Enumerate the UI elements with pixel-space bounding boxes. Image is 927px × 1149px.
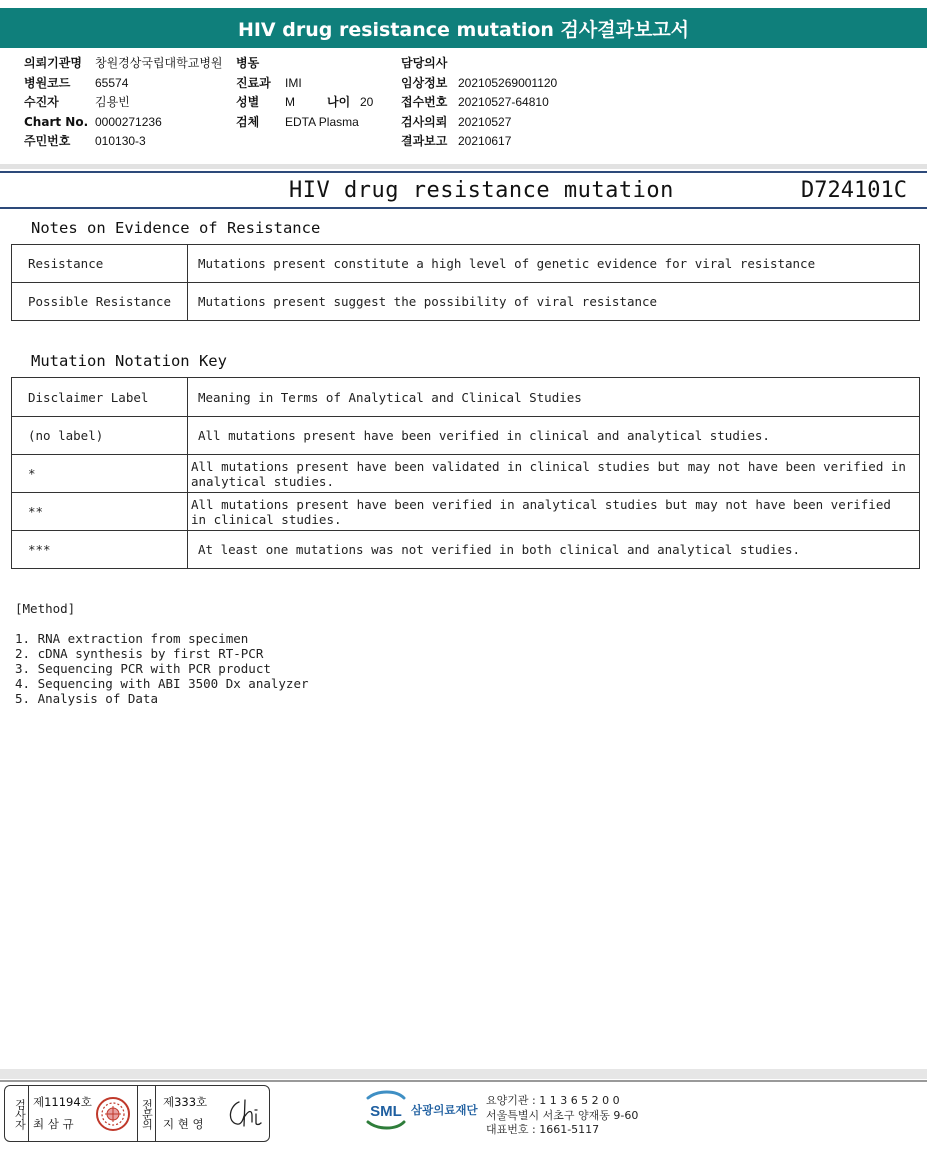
value-age: 20 (360, 95, 374, 109)
label-report-date: 결과보고 (401, 134, 448, 148)
divider (0, 207, 927, 209)
divider (0, 164, 927, 169)
method-step: 5. Analysis of Data (15, 691, 158, 706)
label-department: 진료과 (236, 75, 271, 90)
specialist-name: 지 현 영 (163, 1117, 204, 1131)
table-row (12, 531, 920, 569)
label-receipt-no: 접수번호 (401, 95, 448, 109)
method-heading: [Method] (15, 601, 76, 616)
examiner-label-vertical (11, 1086, 29, 1141)
label-clinical-info: 임상정보 (401, 75, 448, 90)
report-title: HIV drug resistance mutation 검사결과보고서 (237, 18, 690, 41)
patient-info-col3 (401, 54, 557, 152)
notes-desc: Mutations present constitute a high level of genetic evidence for viral resistance (188, 245, 920, 283)
org-code: 요양기관 : 1 1 3 6 5 2 0 0 (486, 1094, 620, 1107)
sml-logo-icon (364, 1090, 408, 1130)
key-label: * (12, 455, 188, 493)
label-hospital-code: 병원코드 (24, 75, 71, 90)
table-row (12, 245, 920, 283)
value-specimen: EDTA Plasma (285, 114, 359, 129)
patient-info-col2 (236, 54, 373, 132)
label-specimen: 검체 (236, 114, 260, 129)
key-label: *** (12, 531, 188, 569)
examiner-label: 검사자 (13, 1098, 27, 1129)
examiner-license: 제11194호 (33, 1095, 92, 1109)
resistance-notes-table (11, 244, 920, 321)
document-code: D724101C (801, 178, 907, 203)
value-patient: 김용빈 (95, 95, 130, 109)
label-age: 나이 (327, 95, 351, 109)
key-label: (no label) (12, 417, 188, 455)
specialist-label-vertical (137, 1086, 156, 1141)
sml-logo (364, 1090, 478, 1130)
patient-info-col1 (24, 54, 223, 152)
document-title: HIV drug resistance mutation (289, 178, 674, 203)
value-institution: 창원경상국립대학교병원 (95, 56, 223, 70)
method-step: 4. Sequencing with ABI 3500 Dx analyzer (15, 676, 309, 691)
notation-key-table (11, 377, 920, 569)
notes-heading: Notes on Evidence of Resistance (31, 219, 321, 237)
key-desc: All mutations present have been verified in clinical and analytical studies. (188, 417, 920, 455)
divider (0, 171, 927, 173)
label-sex: 성별 (236, 95, 260, 109)
method-section (15, 601, 309, 706)
specialist-license: 제333호 (163, 1095, 208, 1109)
value-clinical-info: 202105269001120 (458, 75, 558, 90)
divider (0, 1080, 927, 1082)
org-name: 삼광의료재단 (411, 1103, 478, 1117)
value-receipt-no: 20210527-64810 (458, 95, 549, 109)
label-resident-no: 주민번호 (24, 134, 71, 148)
sml-logo-text: SML (370, 1103, 402, 1120)
table-row (12, 378, 920, 417)
notes-term: Possible Resistance (12, 283, 188, 321)
method-step: 1. RNA extraction from specimen (15, 631, 249, 646)
key-desc: All mutations present have been verified in analytical studies but may not have been verified in clinical studies. (188, 493, 920, 531)
org-address-line: 서울특별시 서초구 양재동 9-60 (486, 1108, 639, 1122)
label-institution: 의뢰기관명 (24, 56, 82, 70)
signature-box (4, 1085, 270, 1142)
report-title-banner (0, 8, 927, 48)
table-row (12, 417, 920, 455)
key-heading: Mutation Notation Key (31, 352, 227, 370)
examiner-name: 최 삼 규 (33, 1117, 74, 1131)
value-department: IMI (285, 75, 302, 90)
key-desc: Meaning in Terms of Analytical and Clinical Studies (188, 378, 920, 417)
value-request-date: 20210527 (458, 114, 512, 129)
org-address (486, 1094, 638, 1138)
label-ward: 병동 (236, 56, 260, 70)
footer-band (0, 1069, 927, 1079)
label-physician: 담당의사 (401, 56, 448, 70)
key-desc: All mutations present have been validated in clinical studies but may not have been verified in analytical studies. (188, 455, 920, 493)
examiner-seal-icon (95, 1096, 131, 1132)
value-hospital-code: 65574 (95, 75, 129, 90)
method-step: 2. cDNA synthesis by first RT-PCR (15, 646, 264, 661)
specialist-signature-icon (225, 1096, 263, 1130)
value-report-date: 20210617 (458, 134, 512, 148)
value-sex: M (285, 95, 295, 109)
value-resident-no: 010130-3 (95, 134, 146, 148)
notes-term: Resistance (12, 245, 188, 283)
label-patient: 수진자 (24, 95, 59, 109)
notes-desc: Mutations present suggest the possibility of viral resistance (188, 283, 920, 321)
specialist-label: 전문의 (140, 1098, 154, 1129)
table-row (12, 493, 920, 531)
table-row (12, 455, 920, 493)
key-desc: At least one mutations was not verified in both clinical and analytical studies. (188, 531, 920, 569)
label-request-date: 검사의뢰 (401, 114, 448, 129)
value-chart-no: 0000271236 (95, 114, 162, 129)
table-row (12, 283, 920, 321)
key-label: ** (12, 493, 188, 531)
key-label: Disclaimer Label (12, 378, 188, 417)
org-phone: 대표번호 : 1661-5117 (486, 1123, 600, 1136)
method-step: 3. Sequencing PCR with PCR product (15, 661, 271, 676)
label-chart-no: Chart No. (24, 114, 89, 129)
